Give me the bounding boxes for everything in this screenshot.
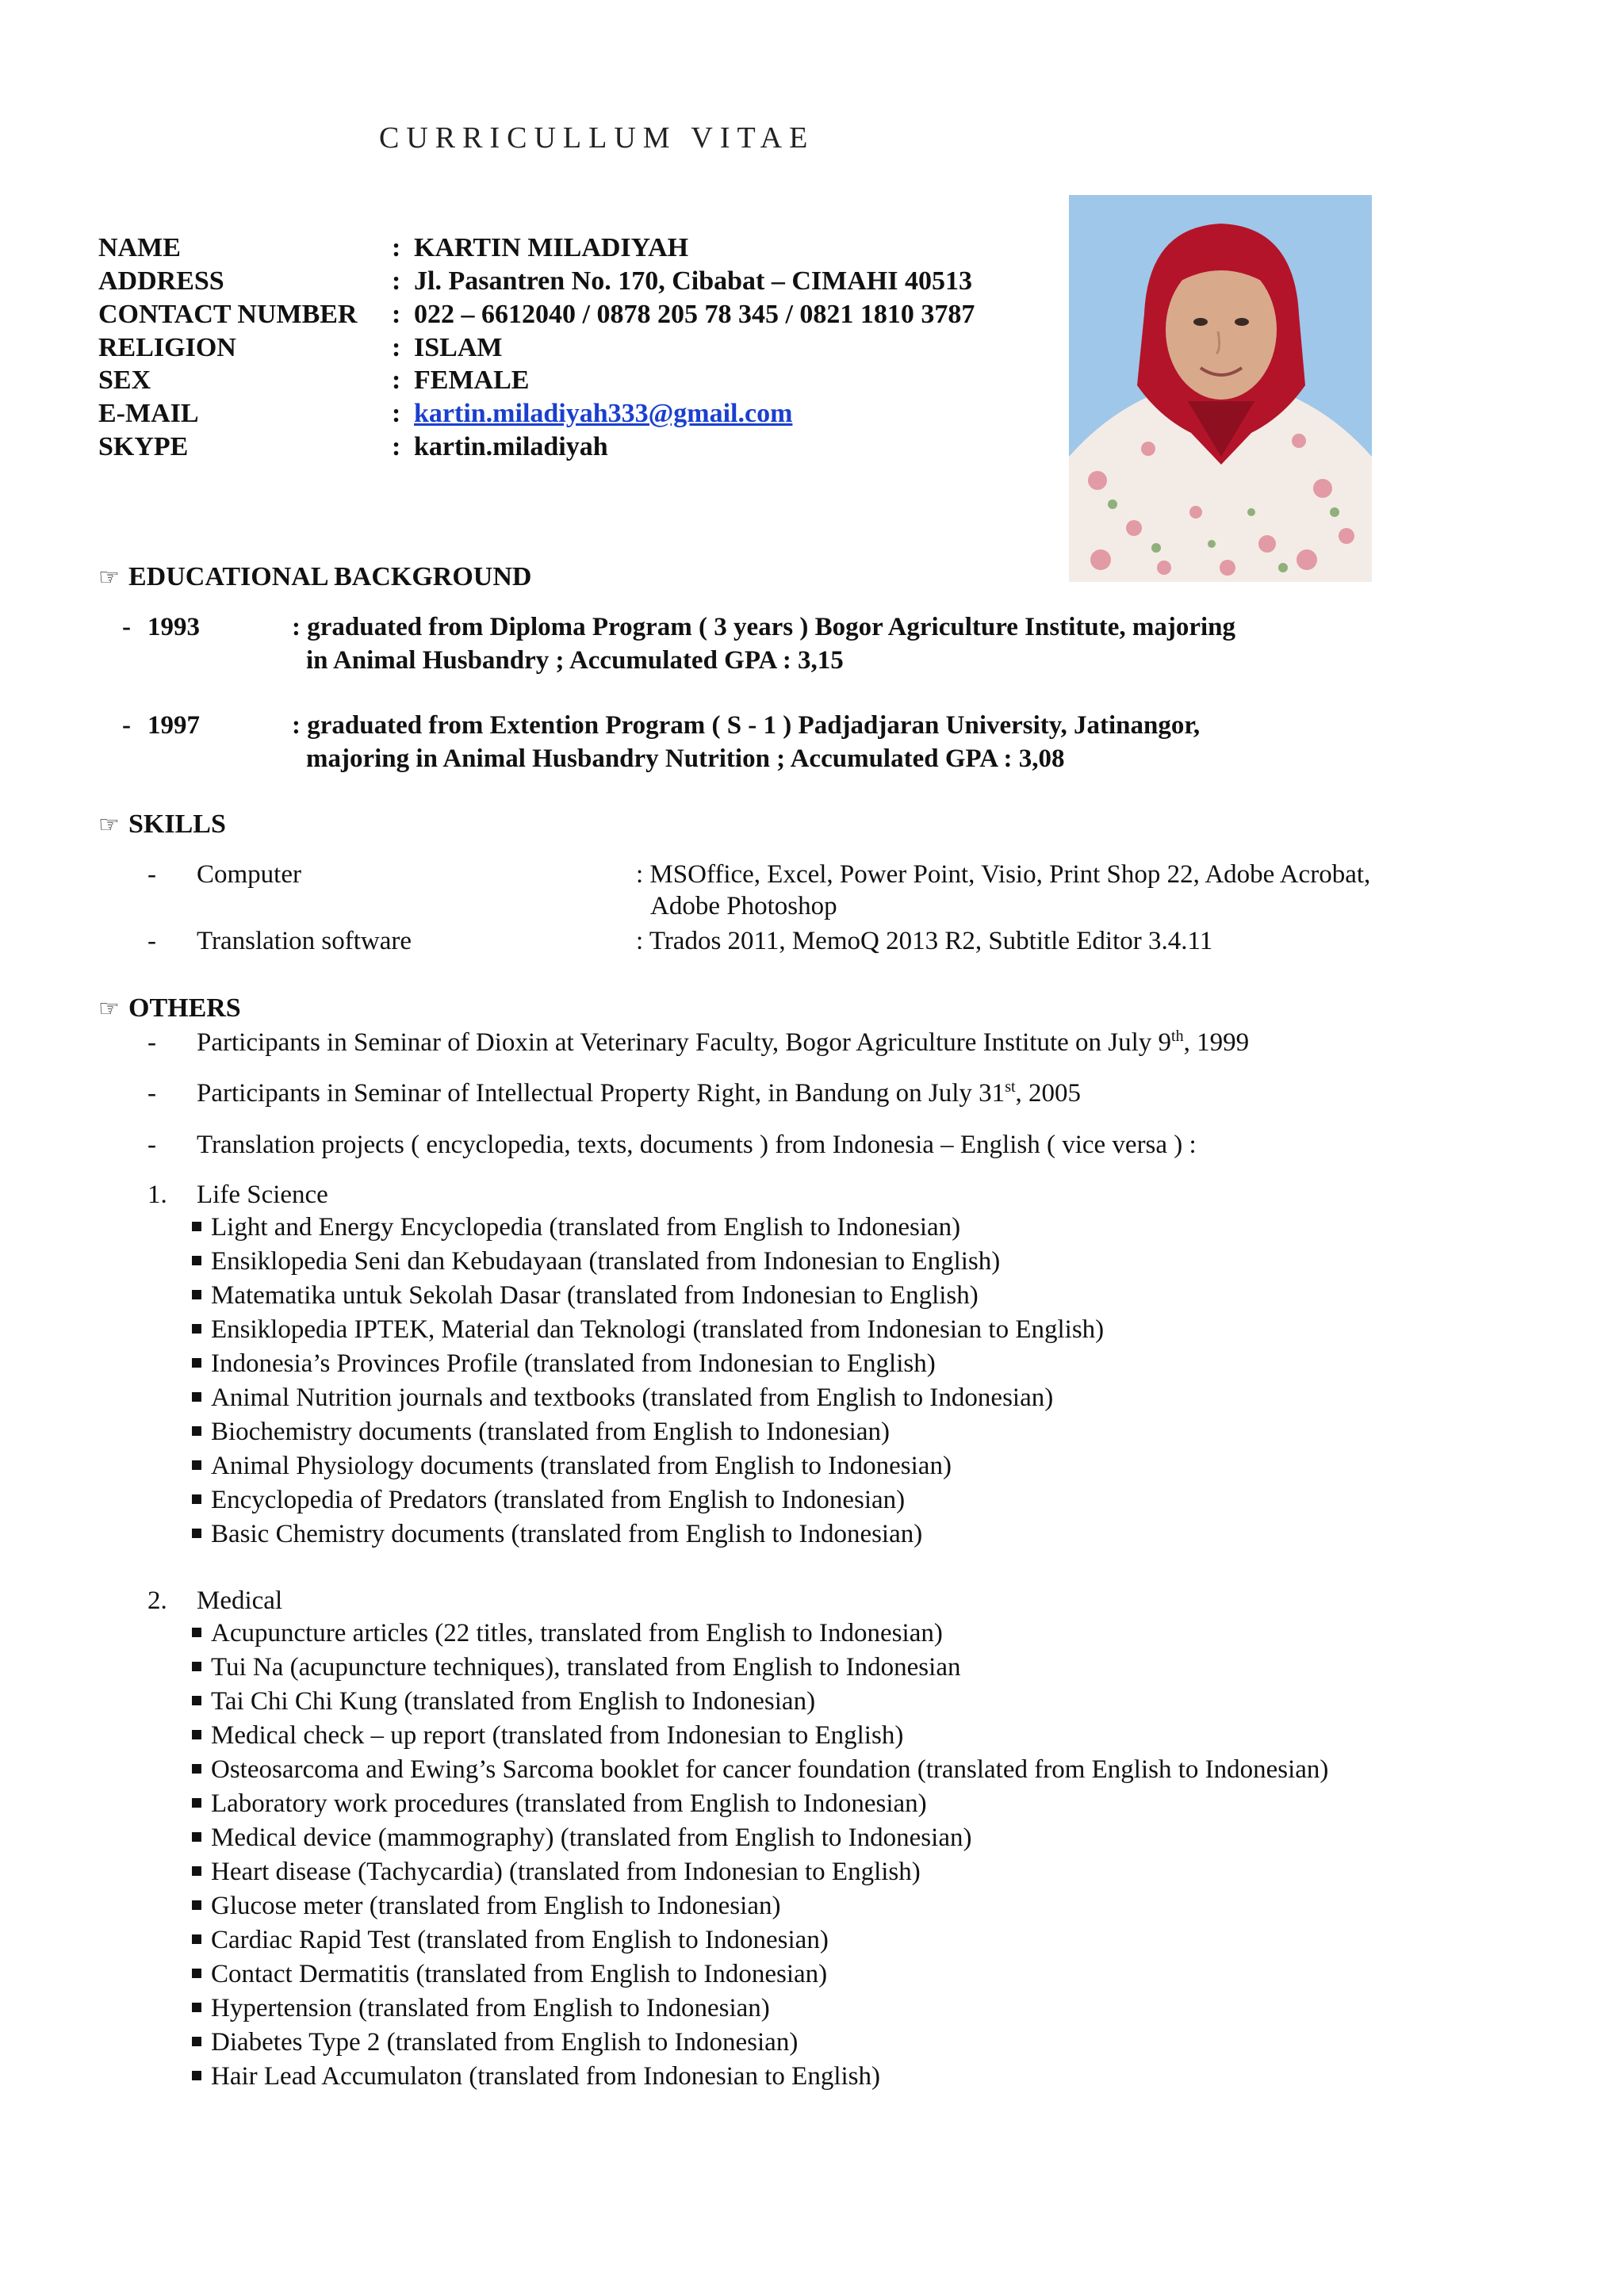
square-bullet-icon	[192, 1764, 201, 1774]
list-item-text: Medical device (mammography) (translated from English to Indonesian)	[211, 1823, 972, 1852]
other-text-after: , 2005	[1015, 1079, 1082, 1108]
info-value: ISLAM	[414, 333, 503, 362]
category-item-list	[192, 1211, 1104, 1552]
info-label: RELIGION	[98, 333, 236, 362]
info-value: 022 – 6612040 / 0878 205 78 345 / 0821 1810 3787	[414, 300, 975, 329]
list-item	[192, 1517, 1104, 1552]
list-item-text: Osteosarcoma and Ewing’s Sarcoma booklet for cancer foundation (translated from English to Indonesian)	[211, 1755, 1329, 1784]
info-colon: :	[392, 432, 401, 461]
skill-line: Adobe Photoshop	[650, 892, 837, 920]
list-item-text: Animal Physiology documents (translated from English to Indonesian)	[211, 1452, 952, 1480]
skill-name: Computer	[197, 860, 301, 889]
list-item	[192, 1855, 1328, 1889]
pointing-hand-icon: ☞	[98, 996, 120, 1022]
info-value: kartin.miladiyah	[414, 432, 608, 461]
square-bullet-icon	[192, 1324, 201, 1334]
list-item	[192, 1992, 1328, 2026]
square-bullet-icon	[192, 2071, 201, 2080]
square-bullet-icon	[192, 1662, 201, 1671]
others-heading-label: OTHERS	[128, 993, 241, 1023]
square-bullet-icon	[192, 1460, 201, 1470]
square-bullet-icon	[192, 1798, 201, 1808]
other-text-after: , 1999	[1183, 1028, 1250, 1057]
square-bullet-icon	[192, 1426, 201, 1436]
square-bullet-icon	[192, 1832, 201, 1842]
list-item	[192, 1957, 1328, 1992]
info-label: CONTACT NUMBER	[98, 300, 358, 329]
list-item-text: Tui Na (acupuncture techniques), translated from English to Indonesian	[211, 1653, 961, 1682]
square-bullet-icon	[192, 1730, 201, 1739]
category-number: 1.	[147, 1181, 167, 1209]
list-item	[192, 1483, 1104, 1517]
info-label: ADDRESS	[98, 266, 224, 296]
list-item-text: Light and Energy Encyclopedia (translated from English to Indonesian)	[211, 1213, 961, 1242]
list-item	[192, 1923, 1328, 1957]
other-text-main: Participants in Seminar of Dioxin at Veterinary Faculty, Bogor Agriculture Institute on July 9	[197, 1028, 1172, 1057]
info-colon: :	[392, 333, 401, 362]
square-bullet-icon	[192, 1866, 201, 1876]
category-number: 2.	[147, 1586, 167, 1615]
square-bullet-icon	[192, 1290, 201, 1299]
category-name: Medical	[197, 1586, 283, 1615]
info-label: SEX	[98, 365, 151, 395]
info-label: NAME	[98, 233, 181, 262]
info-value: KARTIN MILADIYAH	[414, 233, 689, 262]
square-bullet-icon	[192, 1256, 201, 1265]
list-item	[192, 2026, 1328, 2060]
info-colon: :	[392, 233, 401, 262]
others-heading	[98, 991, 241, 1026]
skill-value	[636, 859, 1370, 922]
document-title: CURRICULLUM VITAE	[379, 121, 815, 155]
list-dash: -	[147, 860, 156, 889]
pointing-hand-icon: ☞	[98, 812, 120, 838]
list-item	[192, 2060, 1328, 2094]
education-line: : graduated from Diploma Program ( 3 years ) Bogor Agriculture Institute, majoring	[292, 613, 1235, 641]
list-item-text: Diabetes Type 2 (translated from English to Indonesian)	[211, 2028, 799, 2057]
info-label: SKYPE	[98, 432, 189, 461]
education-heading-label: EDUCATIONAL BACKGROUND	[128, 562, 532, 591]
list-item	[192, 1211, 1104, 1245]
category-name: Life Science	[197, 1181, 328, 1209]
square-bullet-icon	[192, 2037, 201, 2046]
info-label: E-MAIL	[98, 399, 199, 428]
skill-value	[636, 925, 1212, 957]
education-year: 1997	[147, 711, 200, 740]
list-item	[192, 1889, 1328, 1923]
education-year: 1993	[147, 613, 200, 641]
square-bullet-icon	[192, 1628, 201, 1637]
info-colon: :	[392, 266, 401, 296]
ordinal-suffix: th	[1171, 1027, 1184, 1045]
list-item	[192, 1415, 1104, 1449]
email-link[interactable]: kartin.miladiyah333@gmail.com	[414, 399, 793, 428]
list-item	[192, 1449, 1104, 1483]
list-dash: -	[147, 1131, 156, 1159]
list-item	[192, 1685, 1328, 1719]
square-bullet-icon	[192, 1222, 201, 1231]
list-item	[192, 1787, 1328, 1821]
list-item-text: Medical check – up report (translated from Indonesian to English)	[211, 1721, 904, 1750]
list-item-text: Tai Chi Chi Kung (translated from English to Indonesian)	[211, 1687, 816, 1716]
list-item-text: Matematika untuk Sekolah Dasar (translated from Indonesian to English)	[211, 1281, 979, 1310]
list-dash: -	[122, 711, 131, 740]
education-description	[292, 610, 1481, 677]
info-colon: :	[392, 300, 401, 329]
square-bullet-icon	[192, 1900, 201, 1910]
list-item	[192, 1279, 1104, 1313]
other-text	[197, 1027, 1249, 1058]
list-item-text: Biochemistry documents (translated from English to Indonesian)	[211, 1418, 890, 1446]
square-bullet-icon	[192, 1392, 201, 1402]
education-line: majoring in Animal Husbandry Nutrition ; Accumulated GPA : 3,08	[306, 744, 1065, 773]
skill-name: Translation software	[197, 927, 412, 955]
skills-heading	[98, 807, 226, 842]
list-item	[192, 1313, 1104, 1347]
skill-line: : Trados 2011, MemoQ 2013 R2, Subtitle Editor 3.4.11	[636, 927, 1213, 955]
list-item-text: Laboratory work procedures (translated from English to Indonesian)	[211, 1789, 927, 1818]
category-item-list	[192, 1617, 1328, 2094]
list-item-text: Glucose meter (translated from English to Indonesian)	[211, 1892, 781, 1920]
list-item	[192, 1347, 1104, 1381]
list-item	[192, 1821, 1328, 1855]
info-value: FEMALE	[414, 365, 530, 395]
list-item-text: Heart disease (Tachycardia) (translated from Indonesian to English)	[211, 1858, 921, 1886]
list-item	[192, 1381, 1104, 1415]
list-item-text: Encyclopedia of Predators (translated from English to Indonesian)	[211, 1486, 906, 1514]
skills-heading-label: SKILLS	[128, 809, 226, 839]
list-item	[192, 1719, 1328, 1753]
list-item-text: Indonesia’s Provinces Profile (translated from Indonesian to English)	[211, 1349, 936, 1378]
list-item	[192, 1617, 1328, 1651]
list-item	[192, 1245, 1104, 1279]
list-item-text: Hair Lead Accumulaton (translated from Indonesian to English)	[211, 2062, 880, 2091]
info-value: Jl. Pasantren No. 170, Cibabat – CIMAHI 40513	[414, 266, 972, 296]
education-heading	[98, 560, 531, 595]
list-item	[192, 1651, 1328, 1685]
square-bullet-icon	[192, 1934, 201, 1944]
pointing-hand-icon: ☞	[98, 564, 120, 591]
list-item-text: Cardiac Rapid Test (translated from English to Indonesian)	[211, 1926, 829, 1954]
list-item-text: Ensiklopedia IPTEK, Material dan Teknologi (translated from Indonesian to English)	[211, 1315, 1105, 1344]
portrait-illustration	[1069, 195, 1372, 582]
other-text: Translation projects ( encyclopedia, texts, documents ) from Indonesia – English ( vice versa ) :	[197, 1131, 1197, 1159]
list-dash: -	[122, 613, 131, 641]
list-dash: -	[147, 1028, 156, 1057]
square-bullet-icon	[192, 1696, 201, 1705]
info-colon: :	[392, 399, 401, 428]
profile-photo	[1069, 195, 1372, 582]
list-dash: -	[147, 1079, 156, 1108]
list-item-text: Acupuncture articles (22 titles, translated from English to Indonesian)	[211, 1619, 943, 1647]
other-text-main: Participants in Seminar of Intellectual Property Right, in Bandung on July 31	[197, 1079, 1005, 1108]
ordinal-suffix: st	[1005, 1078, 1016, 1096]
square-bullet-icon	[192, 1969, 201, 1978]
square-bullet-icon	[192, 1529, 201, 1538]
list-item-text: Hypertension (translated from English to Indonesian)	[211, 1994, 770, 2022]
list-item	[192, 1753, 1328, 1787]
info-colon: :	[392, 365, 401, 395]
square-bullet-icon	[192, 1494, 201, 1504]
skill-line: : MSOffice, Excel, Power Point, Visio, Print Shop 22, Adobe Acrobat,	[636, 860, 1371, 889]
list-item-text: Animal Nutrition journals and textbooks (translated from English to Indonesian)	[211, 1383, 1054, 1412]
education-description	[292, 709, 1481, 775]
list-item-text: Basic Chemistry documents (translated from English to Indonesian)	[211, 1520, 923, 1548]
list-item-text: Contact Dermatitis (translated from English to Indonesian)	[211, 1960, 828, 1988]
education-line: : graduated from Extention Program ( S - 1 ) Padjadjaran University, Jatinangor,	[292, 711, 1201, 740]
list-item-text: Ensiklopedia Seni dan Kebudayaan (translated from Indonesian to English)	[211, 1247, 1001, 1276]
square-bullet-icon	[192, 1358, 201, 1368]
list-dash: -	[147, 927, 156, 955]
square-bullet-icon	[192, 2003, 201, 2012]
education-line: in Animal Husbandry ; Accumulated GPA : 3,15	[306, 646, 844, 675]
other-text	[197, 1077, 1081, 1109]
